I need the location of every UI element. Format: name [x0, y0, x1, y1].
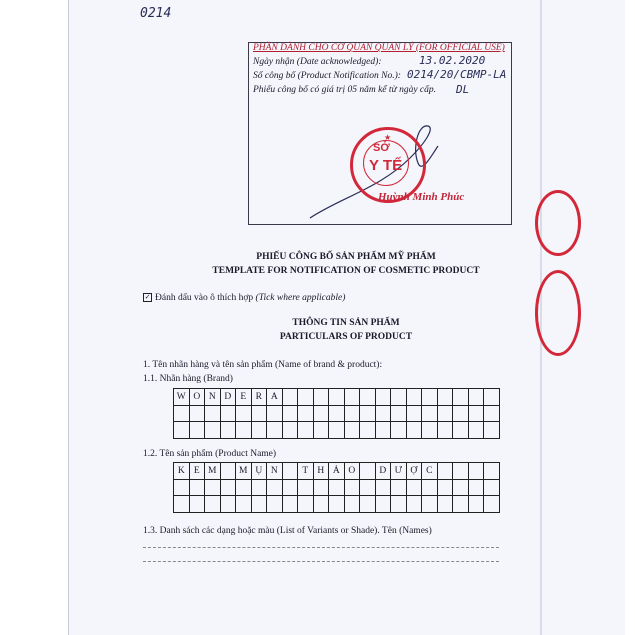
grid-cell — [189, 422, 205, 439]
grid-cell — [406, 405, 422, 422]
notification-no-label: Số công bố (Product Notification No.): — [253, 71, 401, 81]
tick-note-en: (Tick where applicable) — [255, 293, 346, 303]
grid-cell — [360, 422, 376, 439]
grid-cell — [282, 463, 298, 480]
grid-cell: M — [236, 463, 252, 480]
grid-cell: R — [251, 389, 267, 406]
grid-cell: O — [189, 389, 205, 406]
seal-top-text: SỞ — [373, 142, 390, 154]
grid-cell — [174, 422, 190, 439]
grid-cell — [406, 496, 422, 513]
grid-cell: O — [344, 463, 360, 480]
grid-cell — [406, 389, 422, 406]
grid-cell — [453, 389, 469, 406]
grid-cell — [282, 389, 298, 406]
grid-cell — [453, 496, 469, 513]
grid-cell — [220, 479, 236, 496]
grid-row — [174, 422, 500, 439]
grid-cell — [298, 389, 314, 406]
grid-cell — [468, 389, 484, 406]
grid-cell — [437, 422, 453, 439]
grid-cell: N — [267, 463, 283, 480]
grid-cell: N — [205, 389, 221, 406]
grid-cell — [468, 422, 484, 439]
star-icon: ★ — [384, 133, 392, 142]
grid-cell — [220, 405, 236, 422]
grid-cell — [484, 389, 500, 406]
tick-note-vi: Đánh dấu vào ô thích hợp — [155, 293, 254, 303]
grid-cell — [453, 463, 469, 480]
grid-cell — [267, 479, 283, 496]
grid-cell — [205, 405, 221, 422]
grid-cell — [205, 479, 221, 496]
tick-note — [143, 293, 345, 303]
grid-cell — [236, 405, 252, 422]
grid-cell — [313, 389, 329, 406]
signer-name: Huỳnh Minh Phúc — [378, 191, 465, 203]
grid-cell — [313, 405, 329, 422]
grid-cell — [313, 479, 329, 496]
grid-cell — [344, 496, 360, 513]
grid-cell — [391, 422, 407, 439]
grid-cell — [437, 479, 453, 496]
grid-cell: Ụ — [251, 463, 267, 480]
grid-cell — [468, 496, 484, 513]
grid-cell — [375, 389, 391, 406]
grid-cell — [360, 479, 376, 496]
grid-cell — [375, 405, 391, 422]
grid-cell — [220, 422, 236, 439]
grid-cell — [282, 496, 298, 513]
grid-cell — [437, 463, 453, 480]
validity-note: Phiếu công bố có giá trị 05 năm kể từ ngày cấp. — [253, 85, 437, 95]
grid-cell — [205, 496, 221, 513]
grid-cell: Ả — [329, 463, 345, 480]
grid-cell — [298, 496, 314, 513]
grid-cell — [391, 405, 407, 422]
grid-cell — [329, 389, 345, 406]
grid-cell: K — [174, 463, 190, 480]
brand-grid — [173, 388, 500, 439]
grid-cell — [484, 496, 500, 513]
grid-cell — [236, 479, 252, 496]
grid-cell — [236, 496, 252, 513]
grid-cell — [453, 479, 469, 496]
grid-cell — [437, 389, 453, 406]
grid-cell: M — [205, 463, 221, 480]
grid-cell — [406, 479, 422, 496]
grid-cell: E — [236, 389, 252, 406]
grid-cell — [251, 479, 267, 496]
grid-cell — [313, 496, 329, 513]
item-1-1-label: 1.1. Nhãn hàng (Brand) — [143, 374, 233, 384]
grid-cell — [422, 405, 438, 422]
grid-cell — [391, 496, 407, 513]
grid-cell — [360, 405, 376, 422]
section-title-en: PARTICULARS OF PRODUCT — [279, 332, 413, 342]
item-1-label: 1. Tên nhãn hàng và tên sản phẩm (Name of brand & product): — [143, 360, 383, 370]
grid-cell: A — [267, 389, 283, 406]
grid-cell — [220, 463, 236, 480]
checkbox-icon: ✓ — [144, 293, 151, 302]
grid-cell — [391, 389, 407, 406]
item-1-3-label: 1.3. Danh sách các dạng hoặc màu (List of Variants or Shade). Tên (Names) — [143, 526, 432, 536]
product-name-grid — [173, 462, 500, 513]
grid-cell — [391, 479, 407, 496]
grid-cell: E — [189, 463, 205, 480]
grid-cell — [484, 463, 500, 480]
grid-cell — [375, 422, 391, 439]
grid-cell — [282, 479, 298, 496]
names-line — [143, 547, 499, 548]
grid-row — [174, 405, 500, 422]
grid-cell — [282, 405, 298, 422]
grid-cell — [329, 496, 345, 513]
grid-cell — [484, 479, 500, 496]
official-box-title: PHẦN DÀNH CHO CƠ QUAN QUẢN LÝ (FOR OFFICIAL USE) — [253, 43, 505, 53]
grid-cell — [453, 405, 469, 422]
grid-cell: T — [298, 463, 314, 480]
grid-cell — [298, 479, 314, 496]
grid-cell — [251, 496, 267, 513]
grid-cell — [344, 389, 360, 406]
grid-cell: H — [313, 463, 329, 480]
grid-cell — [468, 463, 484, 480]
grid-cell — [298, 422, 314, 439]
grid-cell — [174, 496, 190, 513]
grid-cell: Ư — [391, 463, 407, 480]
grid-cell: W — [174, 389, 190, 406]
grid-cell — [375, 496, 391, 513]
grid-cell — [422, 479, 438, 496]
heading-vi: PHIẾU CÔNG BỐ SẢN PHẨM MỸ PHẨM — [256, 252, 436, 262]
grid-cell — [267, 405, 283, 422]
grid-cell — [484, 405, 500, 422]
grid-cell — [267, 496, 283, 513]
grid-cell — [267, 422, 283, 439]
notification-no-value: 0214/20/CBMP-LA — [407, 68, 507, 81]
grid-cell: C — [422, 463, 438, 480]
grid-cell — [236, 422, 252, 439]
names-line — [143, 561, 499, 562]
validity-initials: DL — [456, 83, 470, 96]
grid-cell — [189, 496, 205, 513]
heading-en: TEMPLATE FOR NOTIFICATION OF COSMETIC PRODUCT — [212, 266, 480, 276]
handwritten-number: 0214 — [140, 6, 172, 21]
grid-cell: Ợ — [406, 463, 422, 480]
seal-main-text: Y TẾ — [369, 157, 403, 174]
grid-cell — [251, 422, 267, 439]
grid-row — [174, 463, 500, 480]
grid-cell — [313, 422, 329, 439]
grid-cell — [468, 405, 484, 422]
edge-seal-fragment — [535, 270, 581, 356]
grid-cell — [344, 422, 360, 439]
grid-cell: D — [220, 389, 236, 406]
edge-seal-fragment — [535, 190, 581, 256]
grid-cell — [251, 405, 267, 422]
grid-cell — [437, 405, 453, 422]
grid-cell — [329, 422, 345, 439]
grid-cell — [189, 479, 205, 496]
grid-cell — [468, 479, 484, 496]
grid-cell — [174, 405, 190, 422]
grid-row — [174, 389, 500, 406]
grid-cell — [422, 422, 438, 439]
grid-cell — [360, 496, 376, 513]
grid-cell — [453, 422, 469, 439]
grid-cell — [422, 389, 438, 406]
grid-cell — [205, 422, 221, 439]
grid-cell — [329, 479, 345, 496]
date-acknowledged-label: Ngày nhận (Date acknowledged): — [253, 57, 382, 67]
date-acknowledged-value: 13.02.2020 — [419, 54, 486, 67]
grid-cell — [360, 463, 376, 480]
grid-cell: D — [375, 463, 391, 480]
grid-cell — [174, 479, 190, 496]
grid-cell — [298, 405, 314, 422]
grid-cell — [329, 405, 345, 422]
grid-row — [174, 496, 500, 513]
section-title-vi: THÔNG TIN SẢN PHẨM — [292, 318, 400, 328]
grid-cell — [422, 496, 438, 513]
item-1-2-label: 1.2. Tên sản phẩm (Product Name) — [143, 449, 277, 459]
grid-cell — [189, 405, 205, 422]
grid-cell — [406, 422, 422, 439]
grid-cell — [344, 405, 360, 422]
grid-row — [174, 479, 500, 496]
grid-cell — [282, 422, 298, 439]
grid-cell — [360, 389, 376, 406]
grid-cell — [375, 479, 391, 496]
grid-cell — [437, 496, 453, 513]
grid-cell — [344, 479, 360, 496]
grid-cell — [484, 422, 500, 439]
grid-cell — [220, 496, 236, 513]
